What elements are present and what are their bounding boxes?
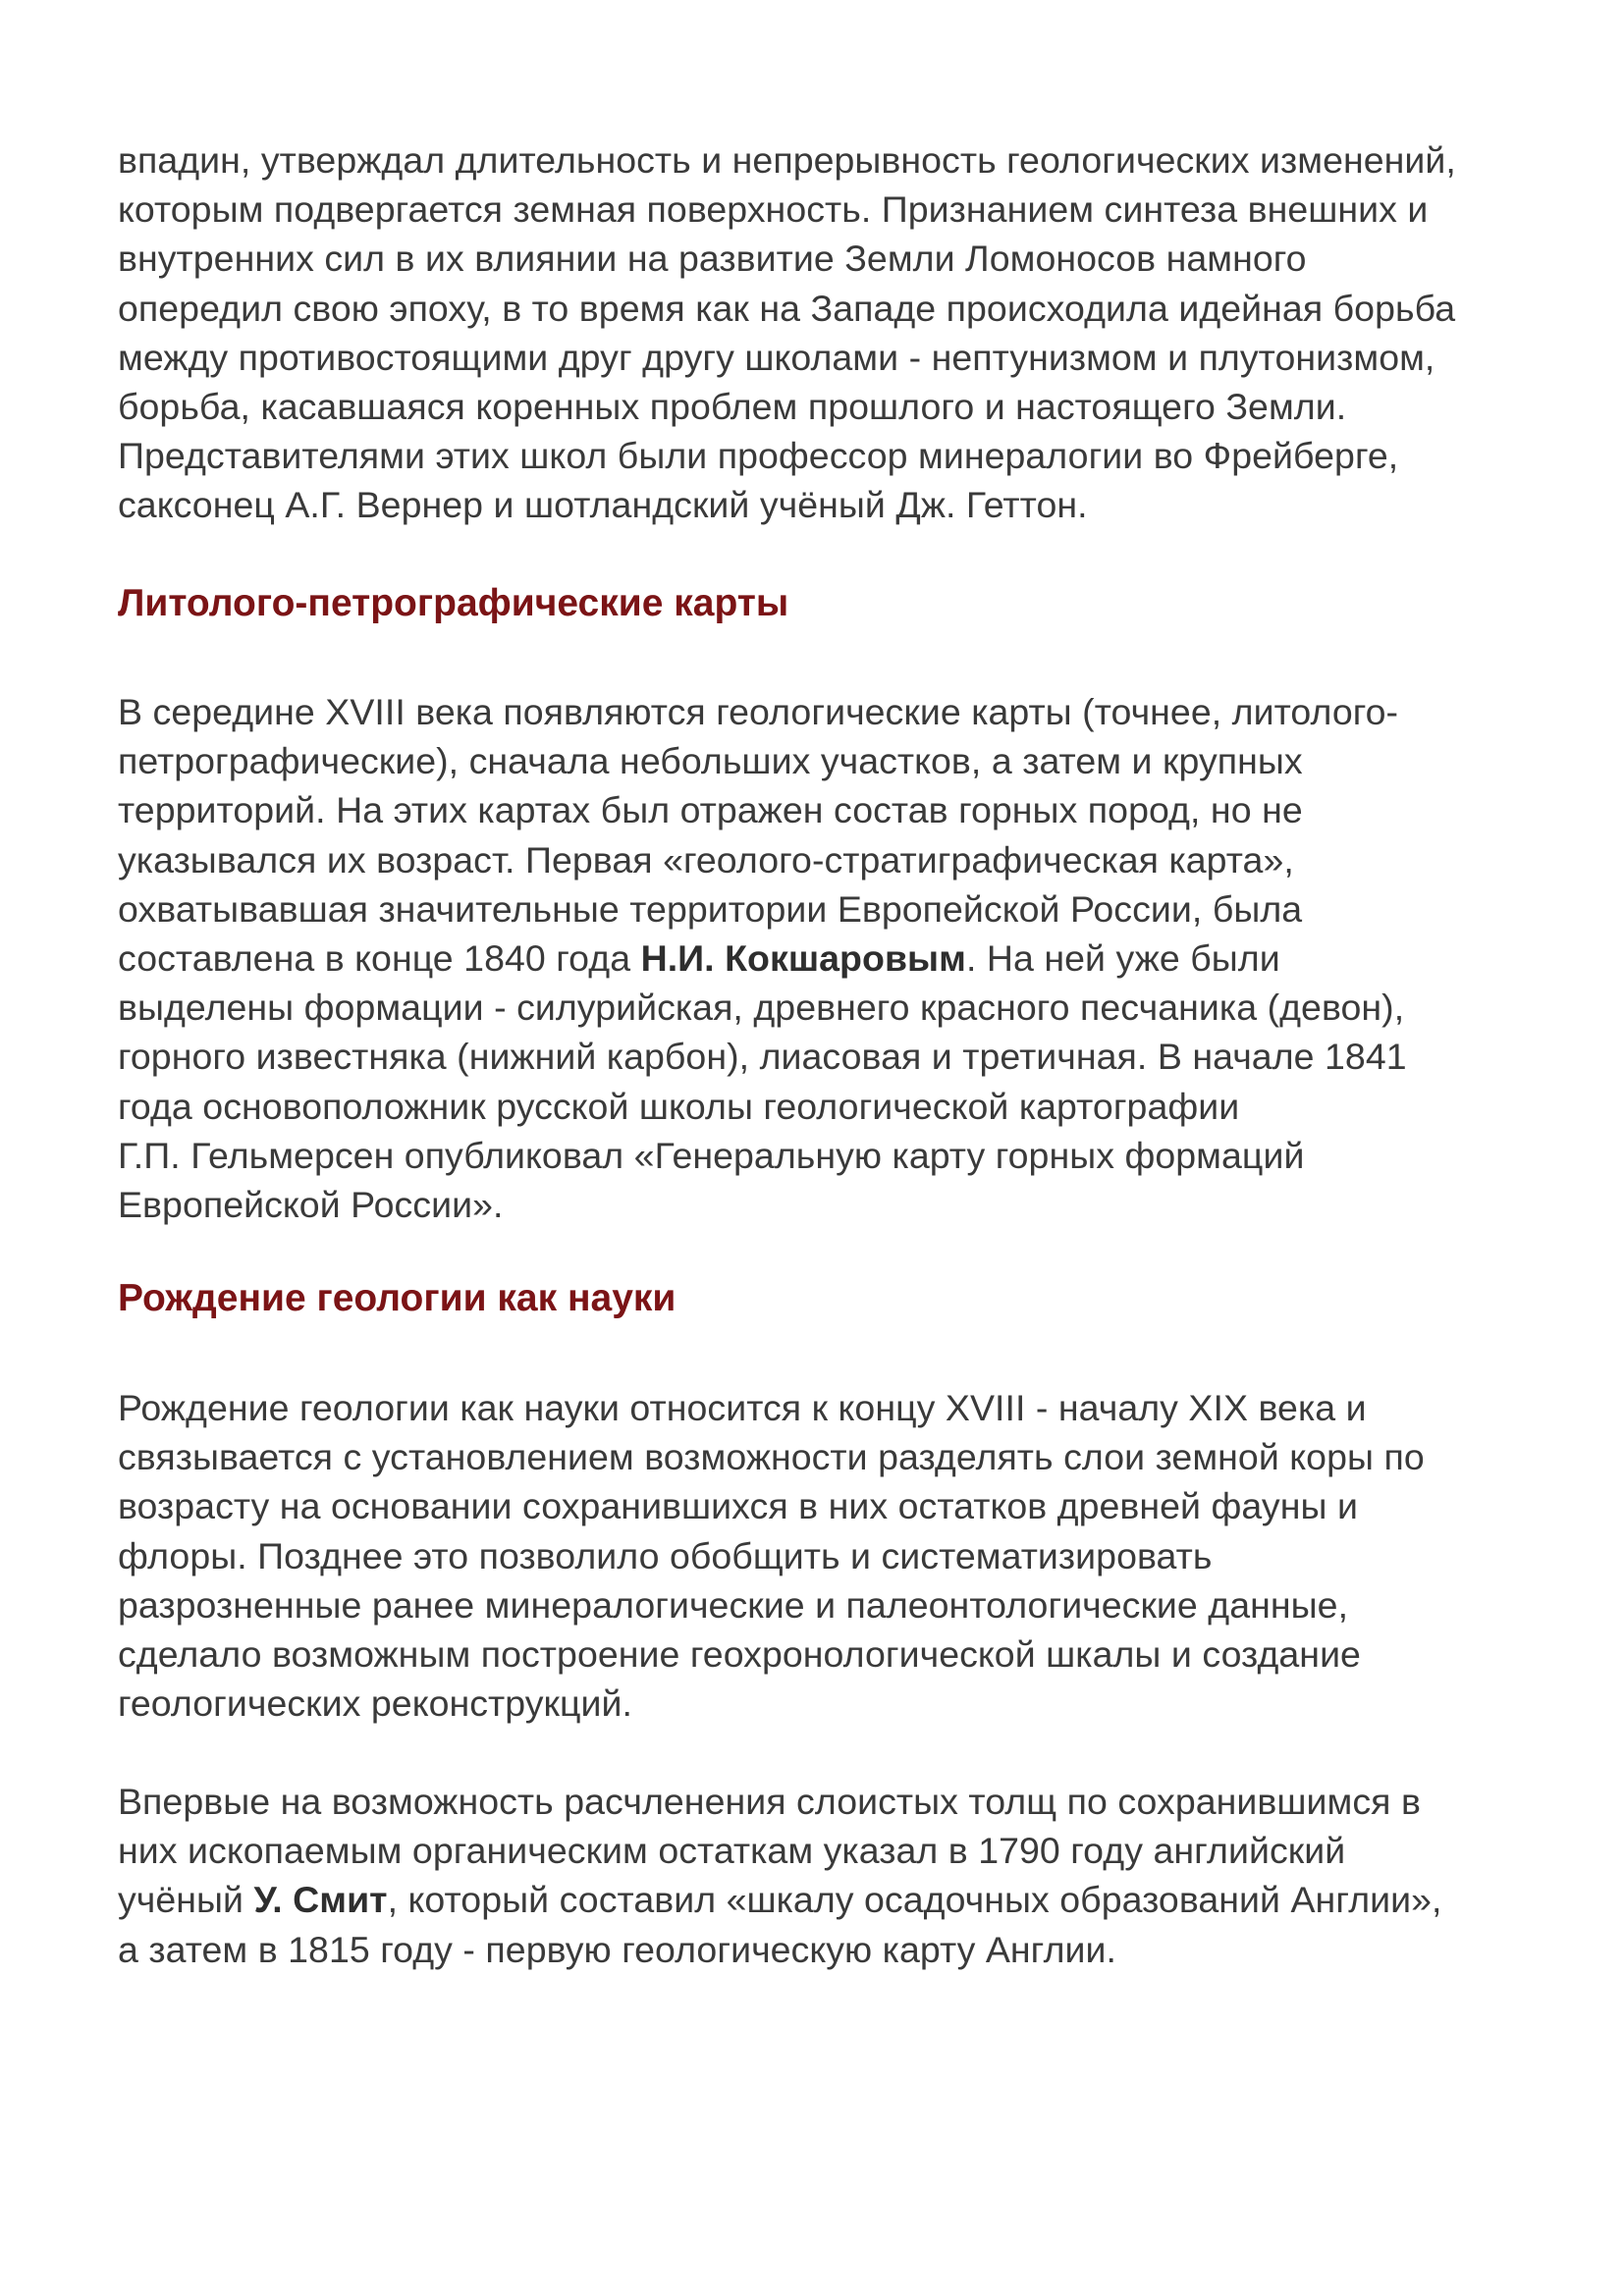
text-fragment: составлена в конце 1840 года	[118, 937, 641, 980]
document-page	[118, 135, 1532, 1970]
section-heading-litho: Литолого-петрографические карты	[118, 582, 789, 624]
intro-paragraph	[118, 135, 1532, 530]
text-line: внутренних сил в их влиянии на развитие Земли Ломоносов намного	[118, 238, 1307, 280]
text-line: геологических реконструкций.	[118, 1682, 633, 1725]
text-line: которым подвергается земная поверхность. Признанием синтеза внешних и	[118, 188, 1429, 231]
text-line: возрасту на основании сохранившихся в них остатков древней фауны и	[118, 1485, 1358, 1527]
text-line: Впервые на возможность расчленения слоистых толщ по сохранившимся в	[118, 1781, 1421, 1822]
text-line	[118, 934, 1407, 983]
text-line: а затем в 1815 году - первую геологическую карту Англии.	[118, 1928, 1116, 1970]
text-fragment: , который составил «шкалу осадочных образований Англии»,	[387, 1879, 1442, 1921]
text-fragment: учёный	[118, 1879, 254, 1921]
text-line: территорий. На этих картах был отражен состав горных пород, но не	[118, 789, 1303, 831]
text-line: петрографические), сначала небольших участков, а затем и крупных	[118, 740, 1303, 782]
text-line: года основоположник русской школы геологической картографии	[118, 1085, 1240, 1127]
litho-paragraph	[118, 687, 1407, 1229]
text-line: впадин, утверждал длительность и непрерывность геологических изменений,	[118, 139, 1456, 181]
text-line: В середине XVIII века появляются геологические карты (точнее, литолого-	[118, 691, 1399, 732]
text-line: Европейской России».	[118, 1184, 504, 1226]
text-line: между противостоящими друг другу школами - нептунизмом и плутонизмом,	[118, 336, 1435, 378]
text-line: указывался их возраст. Первая «геолого-стратиграфическая карта»,	[118, 838, 1294, 881]
text-line: них ископаемым органическим остаткам указал в 1790 году английский	[118, 1830, 1346, 1872]
text-line	[118, 1875, 1442, 1924]
bold-name: У. Смит	[253, 1879, 388, 1921]
text-line: выделены формации - силурийская, древнего красного песчаника (девон),	[118, 987, 1405, 1029]
text-fragment: . На ней уже были	[965, 937, 1280, 980]
text-line: Представителями этих школ были профессор минералогии во Фрейберге,	[118, 435, 1399, 477]
section-heading-birth: Рождение геологии как науки	[118, 1277, 677, 1319]
text-line: Рождение геологии как науки относится к концу XVIII - началу XIX века и	[118, 1387, 1367, 1428]
bold-name: Н.И. Кокшаровым	[640, 937, 966, 980]
text-line: сделало возможным построение геохронологической шкалы и создание	[118, 1633, 1361, 1676]
text-line: разрозненные ранее минералогические и палеонтологические данные,	[118, 1583, 1349, 1626]
text-line: саксонец А.Г. Вернер и шотландский учёный Дж. Геттон.	[118, 484, 1088, 526]
text-line: связывается с установлением возможности разделять слои земной коры по	[118, 1436, 1425, 1478]
text-line: охватывавшая значительные территории Европейской России, была	[118, 887, 1303, 930]
birth-paragraph	[118, 1383, 1425, 1728]
text-line: флоры. Позднее это позволило обобщить и систематизировать	[118, 1534, 1213, 1576]
text-line: борьба, касавшаяся коренных проблем прошлого и настоящего Земли.	[118, 386, 1347, 428]
text-line: Г.П. Гельмерсен опубликовал «Генеральную карту горных формаций	[118, 1134, 1305, 1176]
smith-paragraph	[118, 1777, 1442, 1974]
text-line: опередил свою эпоху, в то время как на Западе происходила идейная борьба	[118, 287, 1456, 329]
text-line: горного известняка (нижний карбон), лиасовая и третичная. В начале 1841	[118, 1036, 1407, 1078]
